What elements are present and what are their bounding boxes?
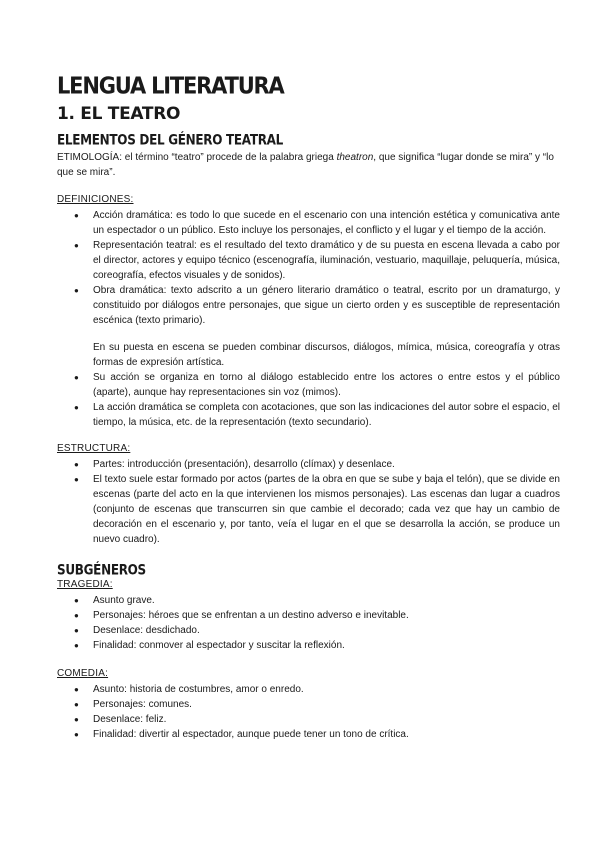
elementos-heading: ELEMENTOS DEL GÉNERO TEATRAL xyxy=(57,132,284,149)
list-item: ● Desenlace: desdichado. xyxy=(57,623,560,638)
list-item: ● Asunto: historia de costumbres, amor o enredo. xyxy=(57,682,560,697)
etimologia-term: theatron xyxy=(336,152,374,163)
estructura-list xyxy=(57,457,560,547)
list-item: ● Partes: introducción (presentación), desarrollo (clímax) y desenlace. xyxy=(57,457,560,472)
list-item: ● Finalidad: divertir al espectador, aunque puede tener un tono de crítica. xyxy=(57,727,560,742)
list-item: ● Asunto grave. xyxy=(57,593,560,608)
list-item: ● El texto suele estar formado por actos (partes de la obra en que se sube y baja el telón), que se divide en escenas (parte del acto en la que intervienen los mismos personajes). Las escenas dan lugar a cuadros (conjunto de escenas que transcurren sin que cambie el decorado; cada vez que hay un cambio de decoración en el escenario y, por tanto, veía el lugar en el que se desarrolla la acción, se produce un nuevo cuadro). xyxy=(57,472,560,547)
estructura-label: ESTRUCTURA: xyxy=(57,443,131,454)
list-item: ● Su acción se organiza en torno al diálogo establecido entre los actores o entre estos y el público (aparte), aunque hay representaciones sin voz (mimos). xyxy=(57,370,560,400)
tragedia-list xyxy=(57,593,560,653)
subgeneros-heading: SUBGÉNEROS xyxy=(57,562,146,579)
definiciones-list xyxy=(57,208,560,328)
list-item: ● La acción dramática se completa con acotaciones, que son las indicaciones del autor sobre el espacio, el tiempo, la música, etc. de la representación (texto secundario). xyxy=(57,400,560,430)
list-item: ● Representación teatral: es el resultado del texto dramático y de su puesta en escena llevada a cabo por el director, actores y equipo técnico (escenografía, iluminación, vestuario, maquillaje, peluquería, música, coreografía, efectos visuales y de sonidos). xyxy=(57,238,560,283)
page-title: LENGUA LITERATURA xyxy=(57,72,284,99)
list-item: ● Desenlace: feliz. xyxy=(57,712,560,727)
section-heading: 1. EL TEATRO xyxy=(57,104,181,124)
list-item: ● Personajes: héroes que se enfrentan a un destino adverso e inevitable. xyxy=(57,608,560,623)
definiciones-continuation-block xyxy=(57,340,560,370)
comedia-list xyxy=(57,682,560,742)
tragedia-label: TRAGEDIA: xyxy=(57,579,113,590)
definiciones-list-cont xyxy=(57,370,560,430)
definiciones-label: DEFINICIONES: xyxy=(57,194,134,205)
etimologia-meaning: , que significa “lugar donde se mira” y “lo que se mira”. xyxy=(57,152,554,178)
list-item: ● Finalidad: conmover al espectador y suscitar la reflexión. xyxy=(57,638,560,653)
list-item xyxy=(57,283,560,328)
list-item: ● Personajes: comunes. xyxy=(57,697,560,712)
list-item: ● Acción dramática: es todo lo que sucede en el escenario con una intención estética y comunicativa ante un espectador o un público. Esto incluye los personajes, el conflicto y el lugar y el tiempo de la acción. xyxy=(57,208,560,238)
etimologia-text: ETIMOLOGÍA: el término “teatro” procede de la palabra griega xyxy=(57,152,337,163)
comedia-label: COMEDIA: xyxy=(57,668,109,679)
list-item-text: Obra dramática: texto adscrito a un género literario dramático o teatral, escrito por un dramaturgo, y constituido por diálogos entre personajes, que sigue un cierto orden y es susceptible de representación escénica (texto primario). xyxy=(93,285,560,326)
etimologia-paragraph xyxy=(57,150,557,180)
definiciones-continuation: En su puesta en escena se pueden combinar discursos, diálogos, mímica, música, coreografía y otras formas de expresión artística. xyxy=(93,342,560,368)
